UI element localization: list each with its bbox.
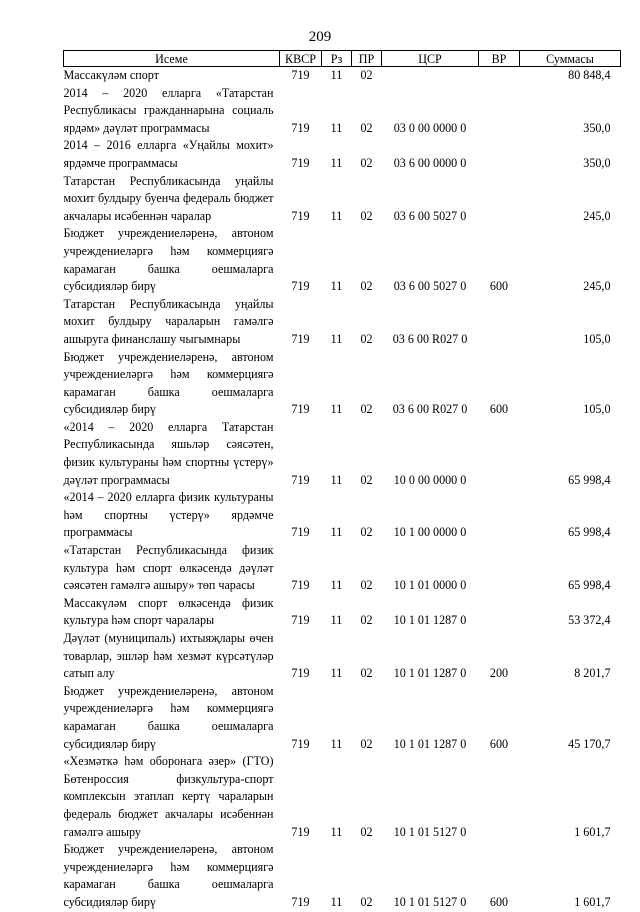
row-pr: 02 <box>360 736 373 751</box>
table-row <box>64 225 621 295</box>
row-name: «2014 – 2020 елларга физик культураны һәм спортны үстерү» ярдәмче программасы <box>63 490 274 540</box>
row-sum: 45 170,7 <box>568 736 611 751</box>
row-vr: 600 <box>489 736 509 751</box>
row-pr: 02 <box>360 525 373 540</box>
table-row <box>64 419 621 489</box>
row-name: Дәүләт (муниципаль) ихтыяҗлары өчен товарлар, эшләр һәм хезмәт күрсәтүләр сатып алу <box>63 631 274 681</box>
row-rz: 11 <box>330 578 343 593</box>
row-rz: 11 <box>330 525 343 540</box>
row-vr: 600 <box>489 279 509 294</box>
row-sum: 245,0 <box>583 208 611 223</box>
row-rz: 11 <box>330 613 343 628</box>
row-pr: 02 <box>360 331 373 346</box>
row-pr: 02 <box>360 578 373 593</box>
row-pr: 02 <box>360 279 373 294</box>
row-pr: 02 <box>360 155 373 170</box>
row-sum: 105,0 <box>583 331 611 346</box>
row-vr <box>479 85 520 138</box>
row-vr <box>479 137 520 172</box>
row-kvsr: 719 <box>291 472 310 487</box>
row-rz: 11 <box>330 208 343 223</box>
row-kvsr: 719 <box>291 824 310 839</box>
row-sum: 65 998,4 <box>568 525 611 540</box>
row-name: «Хезмәткә һәм оборонага әзер» (ГТО) Бөтенроссия физкультура-спорт комплексын этаплап кертү чараларын федераль бюджет акчалары исәбеннән гамәлгә ашыру <box>63 754 274 839</box>
row-vr <box>479 296 520 349</box>
row-name: Бюджет учреждениеләренә, автоном учреждениеләргә һәм коммерциягә карамаган башка оешмаларга субсидияләр бирү <box>63 226 274 294</box>
row-kvsr: 719 <box>291 402 310 417</box>
row-rz: 11 <box>330 155 343 170</box>
row-kvsr: 719 <box>291 578 310 593</box>
row-rz: 11 <box>330 402 343 417</box>
row-name: Массакүләм спорт өлкәсендә физик культура һәм спорт чаралары <box>63 595 274 628</box>
table-row <box>64 67 621 85</box>
row-csr: 03 0 00 0000 0 <box>393 120 467 135</box>
row-sum: 65 998,4 <box>568 578 611 593</box>
row-name: 2014 – 2020 елларга «Татарстан Республикасы гражданнарына социаль ярдәм» дәүләт программасы <box>63 85 274 135</box>
row-rz: 11 <box>330 472 343 487</box>
row-vr <box>479 173 520 226</box>
column-header-kvsr: КВСР <box>280 51 322 67</box>
row-vr <box>479 419 520 489</box>
row-kvsr: 719 <box>291 208 310 223</box>
row-pr: 02 <box>360 613 373 628</box>
row-pr: 02 <box>360 472 373 487</box>
row-csr: 03 6 00 R027 0 <box>392 402 468 417</box>
row-sum: 1 601,7 <box>574 824 611 839</box>
row-csr: 10 1 01 1287 0 <box>393 613 467 628</box>
row-vr: 600 <box>489 894 509 909</box>
row-sum: 105,0 <box>583 402 611 417</box>
table-row <box>64 349 621 419</box>
row-name: Бюджет учреждениеләренә, автоном учреждениеләргә һәм коммерциягә карамаган башка оешмаларга субсидияләр бирү <box>63 683 274 751</box>
row-pr: 02 <box>360 402 373 417</box>
row-rz: 11 <box>330 331 343 346</box>
page-number: 209 <box>308 29 332 45</box>
row-name: 2014 – 2016 елларга «Уңайлы мохит» ярдәмче программасы <box>63 138 274 170</box>
row-csr: 03 6 00 R027 0 <box>392 331 468 346</box>
row-csr: 10 1 01 1287 0 <box>393 666 467 681</box>
row-sum: 8 201,7 <box>574 666 611 681</box>
row-kvsr: 719 <box>291 331 310 346</box>
column-header-vr: ВР <box>479 51 520 67</box>
row-pr: 02 <box>360 120 373 135</box>
row-pr: 02 <box>360 68 373 82</box>
row-rz: 11 <box>330 824 343 839</box>
row-vr: 200 <box>489 666 509 681</box>
budget-table <box>63 50 621 912</box>
column-header-pr: ПР <box>352 51 382 67</box>
row-rz: 11 <box>330 68 343 82</box>
table-row <box>64 841 621 911</box>
row-csr: 03 6 00 5027 0 <box>393 279 467 294</box>
row-name: Татарстан Республикасында уңайлы мохит булдыру буенча федераль бюджет акчалары исәбеннән чаралар <box>63 173 274 223</box>
table-row <box>64 85 621 138</box>
row-rz: 11 <box>330 279 343 294</box>
row-name: «Татарстан Республикасында физик культура һәм спорт өлкәсендә дәүләт сәясәтен гамәлгә ашыру» төп чарасы <box>63 543 274 593</box>
row-pr: 02 <box>360 208 373 223</box>
table-row <box>64 296 621 349</box>
row-kvsr: 719 <box>291 525 310 540</box>
row-csr: 10 1 01 1287 0 <box>393 736 467 751</box>
row-vr <box>479 542 520 595</box>
row-name: «2014 – 2020 елларга Татарстан Республикасында яшьләр сәясәтен, физик культураны һәм спортны үстерү» дәүләт программасы <box>63 419 274 487</box>
table-row <box>64 489 621 542</box>
row-csr: 10 1 01 0000 0 <box>393 578 467 593</box>
row-kvsr: 719 <box>291 894 310 909</box>
row-csr: 10 1 01 5127 0 <box>393 894 467 909</box>
row-kvsr: 719 <box>291 120 310 135</box>
row-vr <box>479 67 520 85</box>
row-name: Татарстан Республикасында уңайлы мохит булдыру чараларын гамәлгә ашыруга финанслашу чыгымнары <box>63 296 274 346</box>
table-row <box>64 595 621 630</box>
row-vr <box>479 595 520 630</box>
row-rz: 11 <box>330 736 343 751</box>
row-sum: 245,0 <box>583 279 611 294</box>
row-sum: 65 998,4 <box>568 472 611 487</box>
column-header-sum: Суммасы <box>520 51 621 67</box>
row-kvsr: 719 <box>291 155 310 170</box>
row-pr: 02 <box>360 666 373 681</box>
row-kvsr: 719 <box>291 68 310 82</box>
row-csr: 03 6 00 0000 0 <box>393 155 467 170</box>
row-rz: 11 <box>330 894 343 909</box>
row-kvsr: 719 <box>291 736 310 751</box>
table-row <box>64 683 621 753</box>
row-csr: 10 0 00 0000 0 <box>393 472 467 487</box>
row-csr <box>382 67 479 85</box>
table-row <box>64 753 621 841</box>
row-sum: 80 848,4 <box>568 68 611 82</box>
row-name: Бюджет учреждениеләренә, автоном учреждениеләргә һәм коммерциягә карамаган башка оешмаларга субсидияләр бирү <box>63 842 274 909</box>
table-row <box>64 542 621 595</box>
row-vr <box>479 489 520 542</box>
row-sum: 53 372,4 <box>568 613 611 628</box>
table-header-row <box>64 51 621 67</box>
table-row <box>64 173 621 226</box>
row-csr: 10 1 01 5127 0 <box>393 824 467 839</box>
row-sum: 1 601,7 <box>574 894 611 909</box>
row-pr: 02 <box>360 894 373 909</box>
row-rz: 11 <box>330 120 343 135</box>
row-name: Массакүләм спорт <box>63 68 159 82</box>
row-vr: 600 <box>489 402 509 417</box>
table-row <box>64 137 621 172</box>
row-kvsr: 719 <box>291 279 310 294</box>
row-kvsr: 719 <box>291 666 310 681</box>
row-pr: 02 <box>360 824 373 839</box>
column-header-rz: Рз <box>322 51 352 67</box>
column-header-name: Исеме <box>64 51 280 67</box>
row-sum: 350,0 <box>583 120 611 135</box>
row-vr <box>479 753 520 841</box>
row-rz: 11 <box>330 666 343 681</box>
column-header-csr: ЦСР <box>382 51 479 67</box>
row-kvsr: 719 <box>291 613 310 628</box>
table-row <box>64 630 621 683</box>
row-sum: 350,0 <box>583 155 611 170</box>
row-csr: 03 6 00 5027 0 <box>393 208 467 223</box>
row-csr: 10 1 00 0000 0 <box>393 525 467 540</box>
row-name: Бюджет учреждениеләренә, автоном учреждениеләргә һәм коммерциягә карамаган башка оешмаларга субсидияләр бирү <box>63 349 274 417</box>
